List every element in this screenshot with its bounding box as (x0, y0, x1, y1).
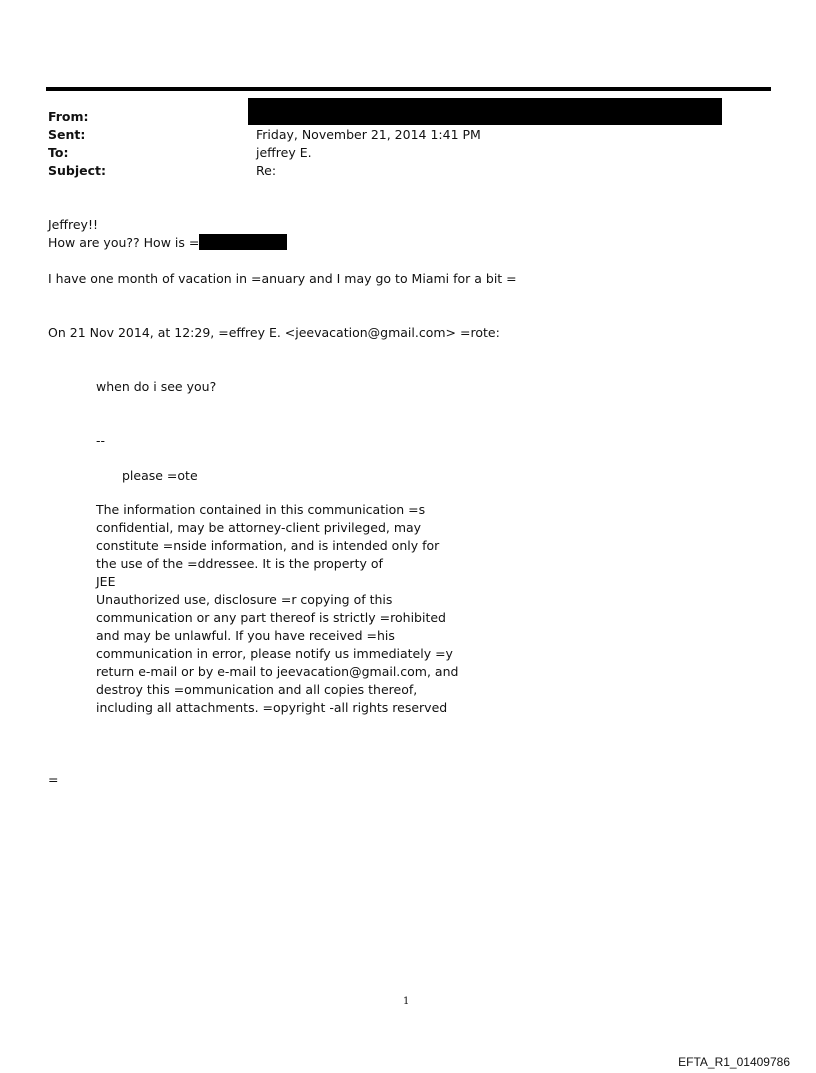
disclaimer-line: The information contained in this communication =s (96, 502, 426, 517)
question-text: How are you?? How is = (48, 235, 200, 250)
disclaimer-line: constitute =nside information, and is intended only for (96, 538, 440, 553)
disclaimer-line: confidential, may be attorney-client privileged, may (96, 520, 422, 535)
from-redaction (248, 98, 722, 125)
disclaimer (96, 501, 458, 717)
greeting: Jeffrey!! (48, 217, 98, 232)
subject-label: Subject: (48, 163, 106, 178)
trailing-equals: = (48, 772, 59, 787)
to-label: To: (48, 145, 69, 160)
quoted-question: when do i see you? (96, 379, 217, 394)
vacation-line: I have one month of vacation in =anuary and I may go to Miami for a bit = (48, 271, 517, 286)
please-note: please =ote (122, 468, 198, 483)
page-number: 1 (403, 996, 410, 1007)
question-redaction (199, 234, 287, 250)
disclaimer-line: return e-mail or by e-mail to jeevacation@gmail.com, and (96, 664, 459, 679)
quote-intro: On 21 Nov 2014, at 12:29, =effrey E. <jeevacation@gmail.com> =rote: (48, 325, 500, 340)
from-label: From: (48, 109, 89, 124)
document-id: EFTA_R1_01409786 (678, 1055, 790, 1069)
header-rule (46, 87, 771, 91)
disclaimer-line: and may be unlawful. If you have received =his (96, 628, 395, 643)
disclaimer-line: Unauthorized use, disclosure =r copying of this (96, 592, 393, 607)
disclaimer-line: communication or any part thereof is strictly =rohibited (96, 610, 446, 625)
disclaimer-line: the use of the =ddressee. It is the property of (96, 556, 383, 571)
disclaimer-line: communication in error, please notify us immediately =y (96, 646, 453, 661)
subject-value: Re: (256, 163, 277, 178)
sent-value: Friday, November 21, 2014 1:41 PM (256, 127, 481, 142)
sent-label: Sent: (48, 127, 86, 142)
disclaimer-line: JEE (96, 574, 116, 589)
signature-separator: -- (96, 433, 106, 448)
to-value: jeffrey E. (256, 145, 312, 160)
question-line (48, 234, 287, 252)
disclaimer-line: including all attachments. =opyright -all rights reserved (96, 700, 448, 715)
disclaimer-line: destroy this =ommunication and all copies thereof, (96, 682, 418, 697)
